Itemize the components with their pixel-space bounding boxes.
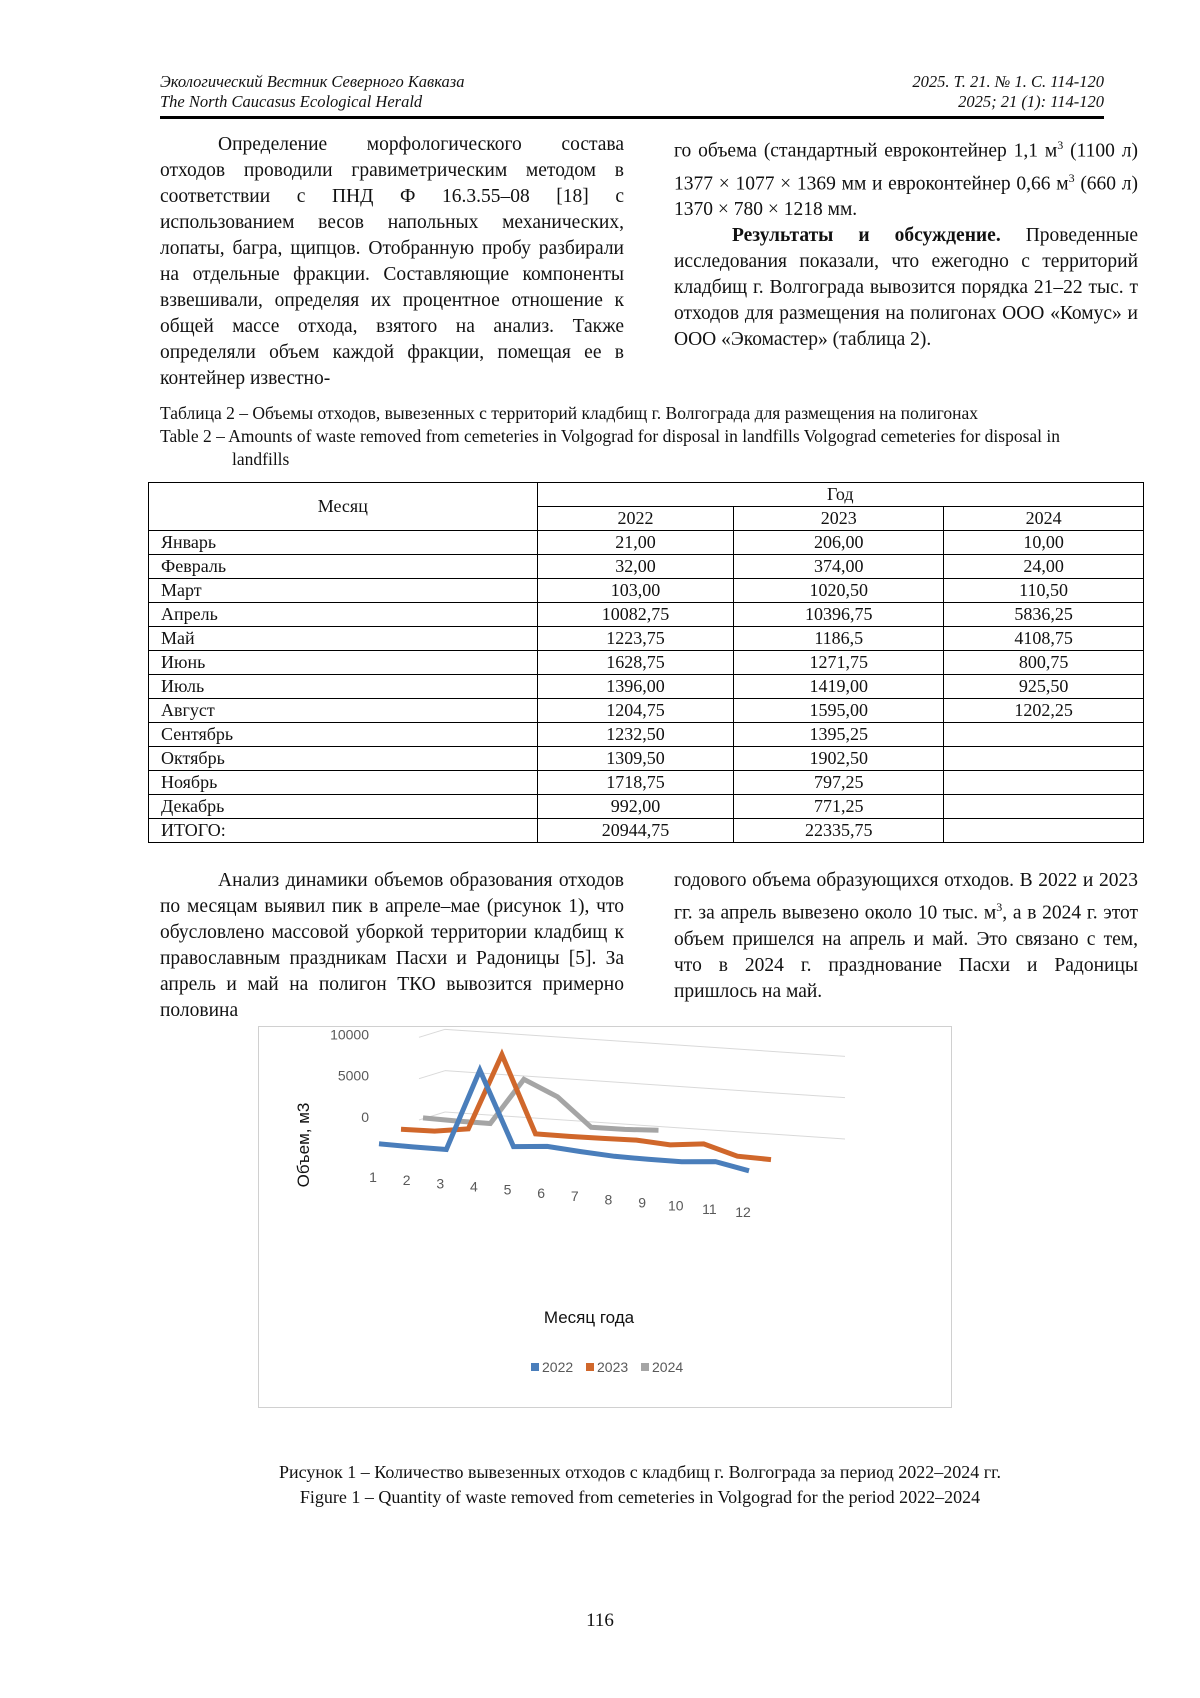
value-cell bbox=[944, 771, 1144, 795]
value-cell: 1718,75 bbox=[537, 771, 734, 795]
year-col-header: 2024 bbox=[944, 507, 1144, 531]
x-tick-label: 8 bbox=[604, 1191, 613, 1208]
value-cell: 374,00 bbox=[734, 555, 944, 579]
value-cell: 1628,75 bbox=[537, 651, 734, 675]
month-cell: Март bbox=[149, 579, 538, 603]
month-cell: Сентябрь bbox=[149, 723, 538, 747]
results-heading: Результаты и обсуждение. bbox=[732, 225, 1001, 246]
value-cell: 1271,75 bbox=[734, 651, 944, 675]
value-cell: 771,25 bbox=[734, 795, 944, 819]
table-row bbox=[149, 819, 1144, 843]
value-cell: 1595,00 bbox=[734, 699, 944, 723]
month-cell: Ноябрь bbox=[149, 771, 538, 795]
paragraph-methods: Определение морфологического состава отходов проводили гравиметрическим методом в соответствии с ПНД Ф 16.3.55–08 [18] с использованием весов напольных механических, лопаты, багра, щипцов. Отобранную пробу разбирали на отдельные фракции. Составляющие компоненты взвешивали, определяя их процентное отношение к общей массе отхода, взятого на анализ. Также определяли объем каждой фракции, помещая ее в контейнер известно- bbox=[160, 134, 624, 389]
x-tick-label: 1 bbox=[369, 1169, 377, 1185]
legend-swatch-2024 bbox=[641, 1363, 649, 1371]
value-cell: 1232,50 bbox=[537, 723, 734, 747]
table-row bbox=[149, 627, 1144, 651]
y-tick-label: 0 bbox=[361, 1109, 369, 1125]
value-cell: 1419,00 bbox=[734, 675, 944, 699]
header-rule bbox=[160, 116, 1104, 119]
table-row bbox=[149, 723, 1144, 747]
x-tick-label: 10 bbox=[667, 1197, 684, 1214]
x-tick-label: 6 bbox=[537, 1184, 546, 1201]
running-header bbox=[160, 72, 1104, 112]
value-cell bbox=[944, 795, 1144, 819]
paragraph-results: Результаты и обсуждение. Проведенные исследования показали, что ежегодно с территорий кладбищ г. Волгограда вывозится порядка 21–22 тыс. т отходов для размещения на полигонах ООО «Комус» и ООО «Экомастер» (таблица 2). bbox=[674, 225, 1138, 350]
journal-title-ru: Экологический Вестник Северного Кавказа bbox=[160, 72, 465, 91]
value-cell: 5836,25 bbox=[944, 603, 1144, 627]
series-line-2023 bbox=[401, 1055, 771, 1160]
x-axis-title: Месяц года bbox=[543, 1308, 635, 1327]
paragraph-container-volume: го объема (стандартный евроконтейнер 1,1 $м^3$ (1100 л) 1377 × 1077 × 1369 мм и евроконтейнер 0,66 $м^3$ (660 л) 1370 × 780 × 1218 мм. bbox=[674, 138, 1139, 220]
value-cell: 1186,5 bbox=[734, 627, 944, 651]
table-caption-en: Table 2 – Amounts of waste removed from cemeteries in Volgograd for disposal in landfills Volgograd cemeteries for disposal in landfills bbox=[160, 426, 1061, 469]
page-number: 116 bbox=[586, 1610, 614, 1631]
paragraph-easter: годового объема образующихся отходов. В 2022 и 2023 гг. за апрель вывезено около 10 тыс. $м^3$, а в 2024 г. этот объем пришелся на апрель и май. Это связано с тем, что в 2024 г. празднование Пасхи и Радоницы пришлось на май. bbox=[674, 870, 1138, 1002]
value-cell: 110,50 bbox=[944, 579, 1144, 603]
legend-label-2022: 2022 bbox=[542, 1359, 574, 1375]
right-column-top bbox=[674, 132, 1138, 353]
legend-label-2023: 2023 bbox=[597, 1359, 629, 1375]
value-cell: 1223,75 bbox=[537, 627, 734, 651]
y-axis-title: Объем, м3 bbox=[294, 1102, 313, 1188]
journal-title-en: The North Caucasus Ecological Herald bbox=[160, 92, 423, 111]
value-cell: 1902,50 bbox=[734, 747, 944, 771]
value-cell: 206,00 bbox=[734, 531, 944, 555]
value-cell bbox=[944, 819, 1144, 843]
figure-1-chart bbox=[258, 1026, 952, 1408]
month-cell: Август bbox=[149, 699, 538, 723]
table-row bbox=[149, 747, 1144, 771]
legend-label-2024: 2024 bbox=[652, 1359, 684, 1375]
table-row bbox=[149, 603, 1144, 627]
value-cell bbox=[944, 723, 1144, 747]
citation-ru: 2025. Т. 21. № 1. С. 114-120 bbox=[912, 72, 1104, 91]
table-row bbox=[149, 699, 1144, 723]
month-cell: Декабрь bbox=[149, 795, 538, 819]
legend-swatch-2022 bbox=[531, 1363, 539, 1371]
value-cell: 10,00 bbox=[944, 531, 1144, 555]
value-cell: 24,00 bbox=[944, 555, 1144, 579]
value-cell: 32,00 bbox=[537, 555, 734, 579]
value-cell: 4108,75 bbox=[944, 627, 1144, 651]
value-cell: 1204,75 bbox=[537, 699, 734, 723]
value-cell bbox=[944, 747, 1144, 771]
month-cell: Октябрь bbox=[149, 747, 538, 771]
year-header: Год bbox=[537, 483, 1143, 507]
value-cell: 10082,75 bbox=[537, 603, 734, 627]
month-cell: Апрель bbox=[149, 603, 538, 627]
x-tick-label: 9 bbox=[638, 1194, 646, 1211]
value-cell: 21,00 bbox=[537, 531, 734, 555]
left-column-top bbox=[160, 132, 624, 392]
x-tick-label: 7 bbox=[570, 1188, 579, 1205]
value-cell: 992,00 bbox=[537, 795, 734, 819]
table-row bbox=[149, 531, 1144, 555]
legend-swatch-2023 bbox=[586, 1363, 594, 1371]
year-col-header: 2022 bbox=[537, 507, 734, 531]
value-cell: 797,25 bbox=[734, 771, 944, 795]
value-cell: 1309,50 bbox=[537, 747, 734, 771]
gridline bbox=[445, 1029, 845, 1056]
waste-volume-table bbox=[148, 482, 1144, 843]
y-tick-label: 5000 bbox=[337, 1067, 369, 1084]
value-cell: 925,50 bbox=[944, 675, 1144, 699]
table-row bbox=[149, 771, 1144, 795]
table-row bbox=[149, 675, 1144, 699]
right-column-bottom bbox=[674, 868, 1138, 1005]
x-tick-label: 11 bbox=[702, 1200, 717, 1217]
value-cell: 1202,25 bbox=[944, 699, 1144, 723]
x-tick-label: 12 bbox=[735, 1204, 751, 1220]
table-row bbox=[149, 579, 1144, 603]
table-row bbox=[149, 651, 1144, 675]
year-col-header: 2023 bbox=[734, 507, 944, 531]
floor-gridline bbox=[419, 1071, 445, 1079]
value-cell: 103,00 bbox=[537, 579, 734, 603]
figure-caption-en: Figure 1 – Quantity of waste removed from cemeteries in Volgograd for the period 2022–2024 bbox=[299, 1487, 981, 1507]
month-cell: Май bbox=[149, 627, 538, 651]
gridline bbox=[445, 1071, 845, 1098]
table-caption-ru: Таблица 2 – Объемы отходов, вывезенных с территорий кладбищ г. Волгограда для размещения на полигонах bbox=[160, 403, 979, 423]
x-tick-label: 4 bbox=[470, 1178, 478, 1195]
x-tick-label: 2 bbox=[402, 1172, 411, 1189]
month-cell: Июнь bbox=[149, 651, 538, 675]
month-cell: Июль bbox=[149, 675, 538, 699]
value-cell: 20944,75 bbox=[537, 819, 734, 843]
table-row bbox=[149, 555, 1144, 579]
floor-gridline bbox=[419, 1029, 445, 1037]
paragraph-dynamics: Анализ динамики объемов образования отходов по месяцам выявил пик в апреле–мае (рисунок 1), что обусловлено массовой уборкой территории кладбищ к православным праздникам Пасхи и Радоницы [5]. За апрель и май на полигон ТКО вывозится примерно половина bbox=[160, 870, 624, 1021]
value-cell: 10396,75 bbox=[734, 603, 944, 627]
left-column-bottom bbox=[160, 868, 624, 1024]
table-caption bbox=[160, 402, 1120, 471]
month-cell: Январь bbox=[149, 531, 538, 555]
figure-caption bbox=[160, 1460, 1120, 1510]
value-cell: 1020,50 bbox=[734, 579, 944, 603]
citation-en: 2025; 21 (1): 114-120 bbox=[958, 92, 1104, 111]
month-cell: Февраль bbox=[149, 555, 538, 579]
month-cell: ИТОГО: bbox=[149, 819, 538, 843]
month-header: Месяц bbox=[149, 483, 538, 531]
value-cell: 1396,00 bbox=[537, 675, 734, 699]
y-tick-label: 10000 bbox=[330, 1027, 369, 1043]
value-cell: 1395,25 bbox=[734, 723, 944, 747]
table-row bbox=[149, 795, 1144, 819]
figure-caption-ru: Рисунок 1 – Количество вывезенных отходов с кладбищ г. Волгограда за период 2022–2024 гг. bbox=[278, 1462, 1002, 1482]
value-cell: 800,75 bbox=[944, 651, 1144, 675]
value-cell: 22335,75 bbox=[734, 819, 944, 843]
x-tick-label: 5 bbox=[503, 1181, 512, 1198]
line-chart-svg bbox=[259, 1027, 953, 1409]
x-tick-label: 3 bbox=[436, 1175, 445, 1192]
